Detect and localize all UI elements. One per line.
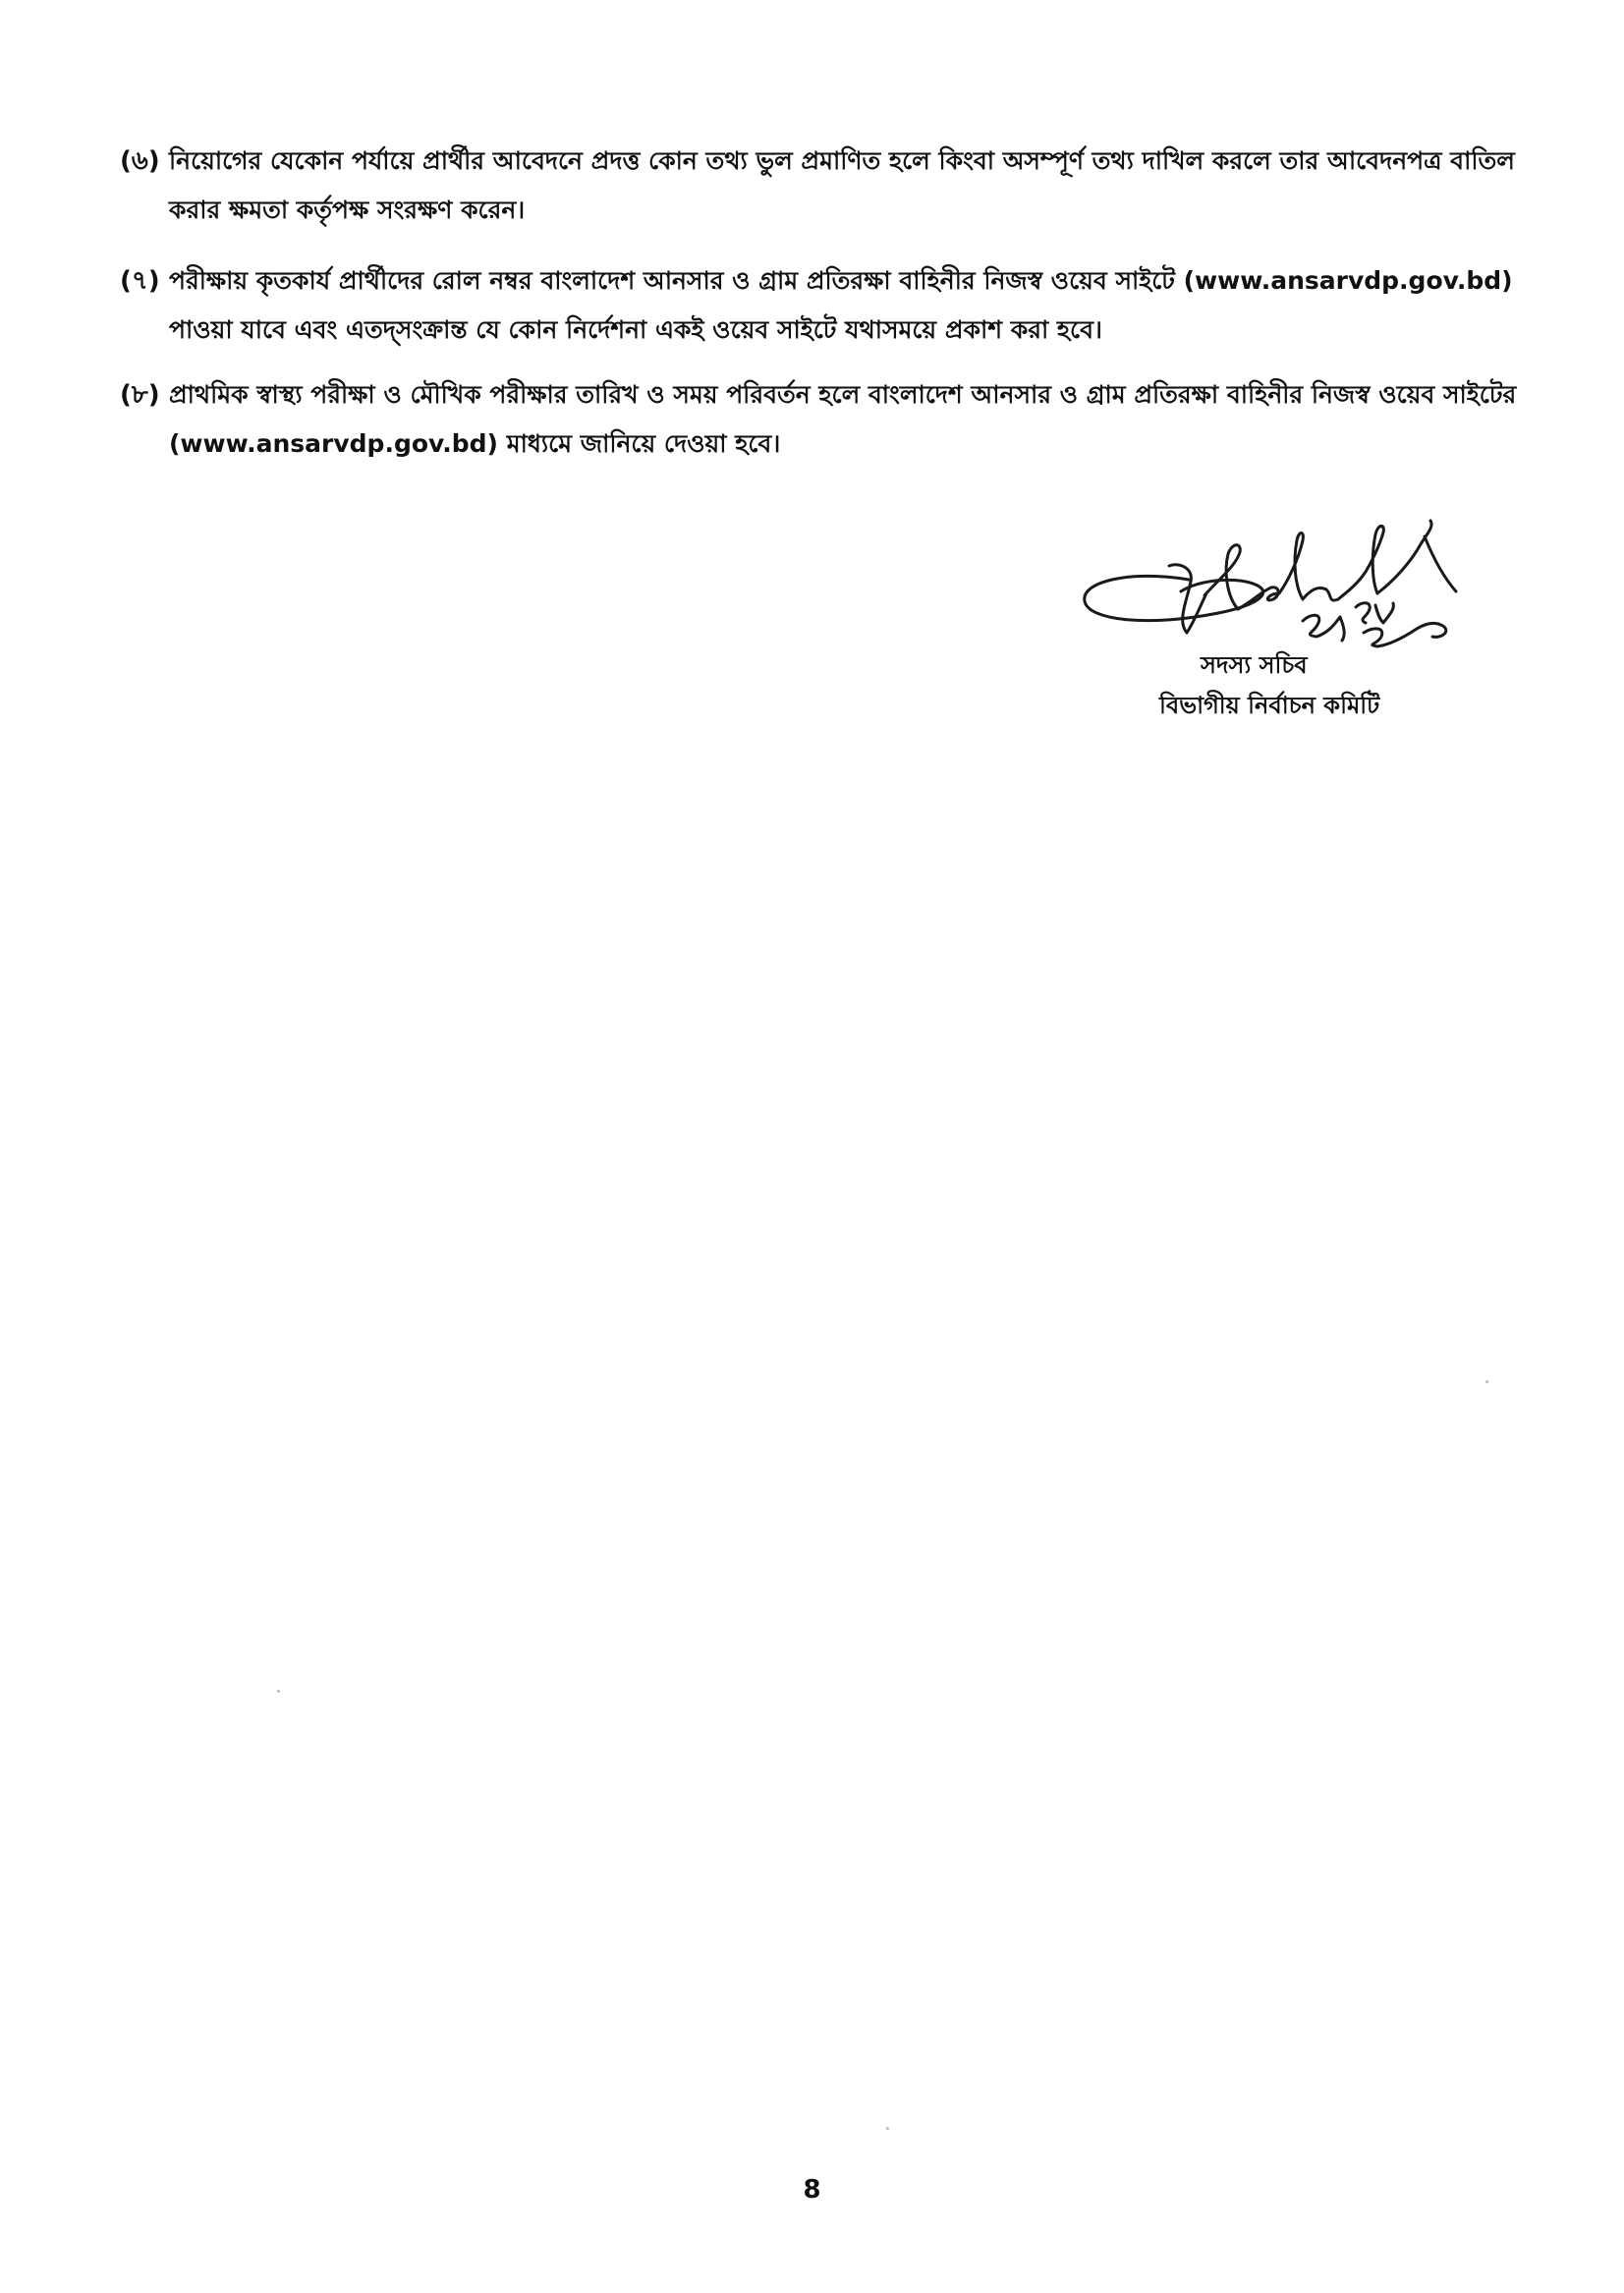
scan-speck: [277, 1690, 280, 1693]
clause-text-line-1: প্রাথমিক স্বাস্থ্য পরীক্ষা ও মৌখিক পরীক্ষার তারিখ ও সময় পরিবর্তন হলে বাংলাদেশ আনসার ও গ্রাম প্রতিরক্ষা বাহিনীর নিজস্ব ওয়েব সাইটের: [169, 380, 1517, 409]
clause-text-line-2: পাওয়া যাবে এবং এতদ্সংক্রান্ত যে কোন নির্দেশনা একই ওয়েব সাইটে যথাসময়ে প্রকাশ করা হবে।: [169, 315, 1102, 344]
clause-number: (৬): [120, 146, 160, 176]
scan-speck: [886, 2127, 889, 2130]
clause-number: (৮): [120, 380, 160, 410]
handwritten-signature: [1071, 511, 1484, 653]
clause-text-line-1: নিয়োগের যেকোন পর্যায়ে প্রার্থীর আবেদনে প্রদত্ত কোন তথ্য ভুল প্রমাণিত হলে কিংবা অসম্পূর্ণ তথ্য দাখিল করলে তার আবেদনপত্র বাতিল: [169, 146, 1515, 175]
signatory-committee: বিভাগীয় নির্বাচন কমিটি: [1159, 692, 1380, 719]
clause-text-line-1: পরীক্ষায় কৃতকার্য প্রার্থীদের রোল নম্বর বাংলাদেশ আনসার ও গ্রাম প্রতিরক্ষা বাহিনীর নিজস্ব ওয়েব সাইটে (www.ansarvdp.gov.bd): [169, 266, 1513, 295]
signatory-title: সদস্য সচিব: [1201, 651, 1308, 679]
page-number: 8: [803, 2175, 821, 2205]
scan-speck: [1485, 1380, 1488, 1383]
clause-text-line-2: (www.ansarvdp.gov.bd) মাধ্যমে জানিয়ে দেওয়া হবে।: [169, 429, 781, 458]
clause-number: (৭): [120, 266, 160, 296]
clause-text-line-2: করার ক্ষমতা কর্তৃপক্ষ সংরক্ষণ করেন।: [169, 196, 526, 224]
